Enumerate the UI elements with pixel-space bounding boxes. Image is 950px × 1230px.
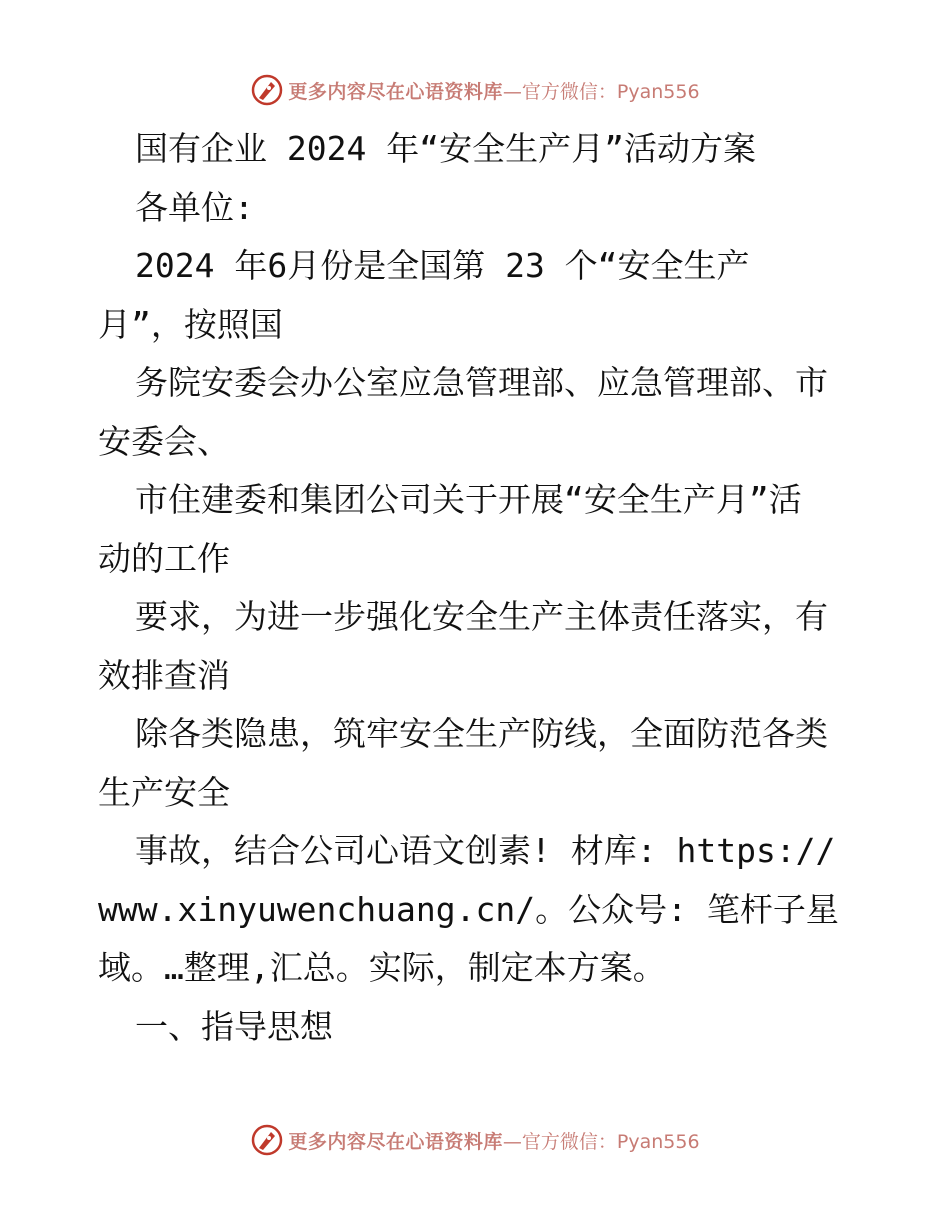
text-line: 域。…整理,汇总。实际，制定本方案。 [98,948,666,987]
pen-nib-logo-icon [250,73,284,107]
text-line: 效排查消 [98,655,230,695]
text-line: 除各类隐患，筑牢安全生产防线，全面防范各类 [135,714,828,753]
header-watermark [0,68,950,112]
text-line: 生产安全 [98,772,230,812]
watermark-main-text: 更多内容尽在心语资料库 [288,80,503,103]
text-line: 一、指导思想 [135,1006,333,1046]
text-line: 事故，结合公司心语文创素! 材库: https:// [135,831,836,870]
text-line: 安委会、 [98,421,230,461]
text-line: 各单位: [135,187,254,227]
text-line: 要求，为进一步强化安全生产主体责任落实，有 [135,597,828,636]
watermark-wechat-text: —官方微信：Pyan556 [502,1130,700,1153]
footer-watermark [0,1118,950,1162]
text-line: 动的工作 [98,538,230,578]
text-line: 市住建委和集团公司关于开展“安全生产月”活 [135,480,802,519]
watermark-main-text: 更多内容尽在心语资料库 [288,1130,503,1153]
text-line: 国有企业 2024 年“安全生产月”活动方案 [135,129,756,168]
pen-nib-logo-icon [250,1123,284,1157]
text-line: 月”，按照国 [98,304,283,344]
text-line: 2024 年6月份是全国第 23 个“安全生产 [135,246,750,285]
watermark-wechat-text: —官方微信：Pyan556 [502,80,700,103]
text-line: www.xinyuwenchuang.cn/。公众号: 笔杆子星 [98,889,839,929]
document-body [98,120,858,1056]
text-line: 务院安委会办公室应急管理部、应急管理部、市 [135,363,828,402]
